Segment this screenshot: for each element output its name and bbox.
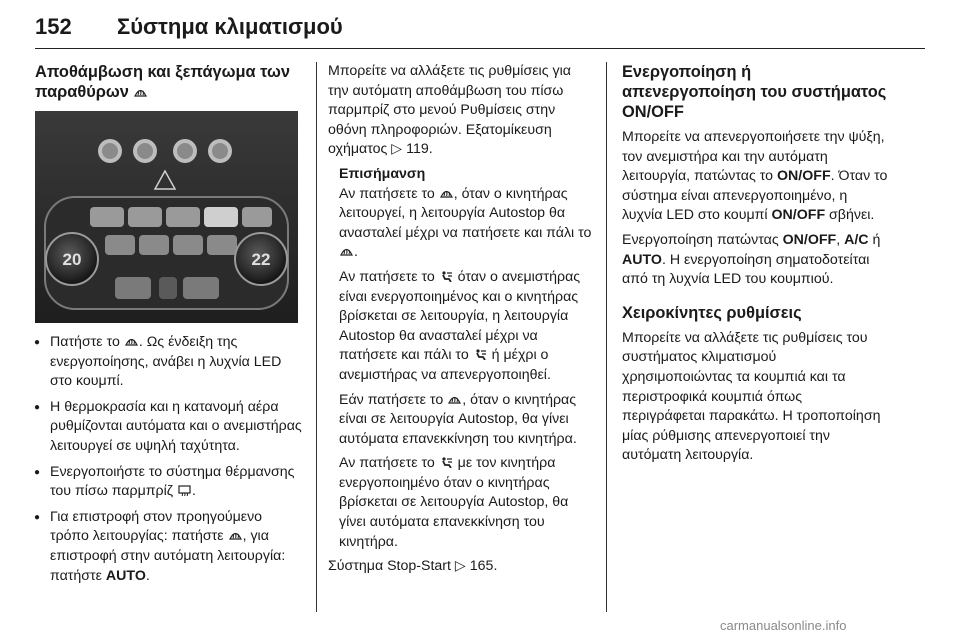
air-distribution-icon	[440, 457, 453, 468]
windscreen-defrost-icon	[229, 530, 242, 541]
section-heading-defrost: Αποθάμβωση και ξεπάγωμα των παραθύρων	[35, 63, 290, 101]
windscreen-defrost-icon	[125, 336, 138, 347]
note-paragraph: Αν πατήσετε το , όταν ο κινητήρας λειτουργεί, η λειτουργία Autostop θα ανασταλεί μέχρι να πατήσετε και πάλι το .	[339, 185, 592, 261]
activation-paragraph: Ενεργοποίηση πατώντας ON/OFF, A/C ή AUTO. Η ενεργοποίηση σηματοδοτείται από τη λυχνία LED του κουμπιού.	[622, 231, 881, 288]
climate-control-panel-photo	[35, 111, 298, 323]
list-item: ● Για επιστροφή στον προηγούμενο τρόπο λειτουργίας: πατήστε , για επιστροφή στην αυτόματη λειτουργία: πατήστε AUTO.	[35, 508, 303, 586]
windscreen-defrost-icon	[340, 246, 353, 257]
air-distribution-icon	[440, 271, 453, 282]
page-ref-arrow-icon: ▷	[391, 141, 407, 158]
note-paragraph: Εάν πατήσετε το , όταν ο κινητήρας είναι σε λειτουργία Autostop, θα γίνει αυτόματα επανεκκίνηση του κινητήρα.	[339, 391, 577, 447]
watermark: carmanualsonline.info	[720, 618, 847, 633]
right-temp-display: 22	[251, 250, 271, 269]
section-heading-manual: Χειροκίνητες ρυθμίσεις	[622, 303, 802, 322]
list-item: ● Πατήστε το . Ως ένδειξη της ενεργοποίησης, ανάβει η λυχνία LED στο κουμπί.	[35, 333, 303, 392]
page-ref-arrow-icon: ▷	[454, 558, 470, 575]
list-item: ● Η θερμοκρασία και η κατανομή αέρα ρυθμίζονται αυτόματα και ο ανεμιστήρας λειτουργεί σε υψηλή ταχύτητα.	[35, 398, 303, 457]
intro-paragraph: Μπορείτε να αλλάξετε τις ρυθμίσεις για την αυτόματη αποθάμβωση του πίσω παρμπρίζ στο μενού Ρυθμίσεις στην οθόνη πληροφοριών. Εξατομίκευση οχήματος ▷ 119.	[328, 63, 571, 158]
page-ref: 165.	[469, 558, 498, 575]
onoff-paragraph: Μπορείτε να απενεργοποιήσετε την ψύξη, τον ανεμιστήρα και την αυτόματη λειτουργία, πατώντας το ON/OFF. Όταν το σύστημα είναι απενεργοποιημένο, η λυχνία LED στο κουμπί ON/OFF σβήνει.	[622, 129, 888, 224]
page-ref: 119.	[406, 141, 433, 158]
cross-reference: Σύστημα Stop-Start ▷ 165.	[328, 558, 498, 575]
windscreen-defrost-icon	[448, 394, 461, 405]
rear-window-heating-icon	[178, 485, 191, 496]
note-paragraph: Αν πατήσετε το όταν ο ανεμιστήρας είναι ενεργοποιημένος και ο κινητήρας βρίσκεται σε λειτουργία, η λειτουργία Autostop θα ανασταλεί μέχρι να πατήσετε και πάλι το ή μέχρι ο ανεμιστήρας να απενεργοποιηθεί.	[339, 268, 581, 383]
air-distribution-icon	[474, 349, 487, 360]
note-title: Επισήμανση	[339, 165, 426, 182]
column-3	[622, 62, 888, 471]
column-divider	[316, 62, 317, 612]
note-paragraph: Αν πατήσετε το με τον κινητήρα ενεργοποιημένο όταν ο κινητήρας βρίσκεται σε λειτουργία Autostop, θα γίνει αυτόματα επανεκκίνηση του κινητήρα.	[339, 455, 569, 550]
column-divider	[606, 62, 607, 612]
list-item: ● Ενεργοποιήστε το σύστημα θέρμανσης του πίσω παρμπρίζ .	[35, 463, 303, 502]
windscreen-defrost-icon	[440, 188, 453, 199]
chapter-title: Σύστημα κλιματισμού	[117, 14, 343, 39]
defrost-steps-list	[35, 333, 303, 586]
column-1	[35, 62, 303, 592]
page-header	[35, 10, 925, 50]
manual-paragraph: Μπορείτε να αλλάξετε τις ρυθμίσεις του συστήματος κλιματισμού χρησιμοποιώντας τα κουμπιά και τα περιστροφικά κουμπιά όπως περιγράφεται παρακάτω. Η τροποποίηση μίας ρύθμισης απενεργοποιεί την αυτόματη λειτουργία.	[622, 329, 881, 464]
left-temp-display: 20	[62, 250, 82, 269]
header-rule	[35, 48, 925, 49]
section-heading-onoff: Ενεργοποίηση ή απενεργοποίηση του συστήματος ON/OFF	[622, 63, 887, 121]
column-2	[328, 62, 594, 582]
page-number: 152	[35, 14, 72, 39]
windscreen-defrost-icon	[134, 87, 147, 98]
